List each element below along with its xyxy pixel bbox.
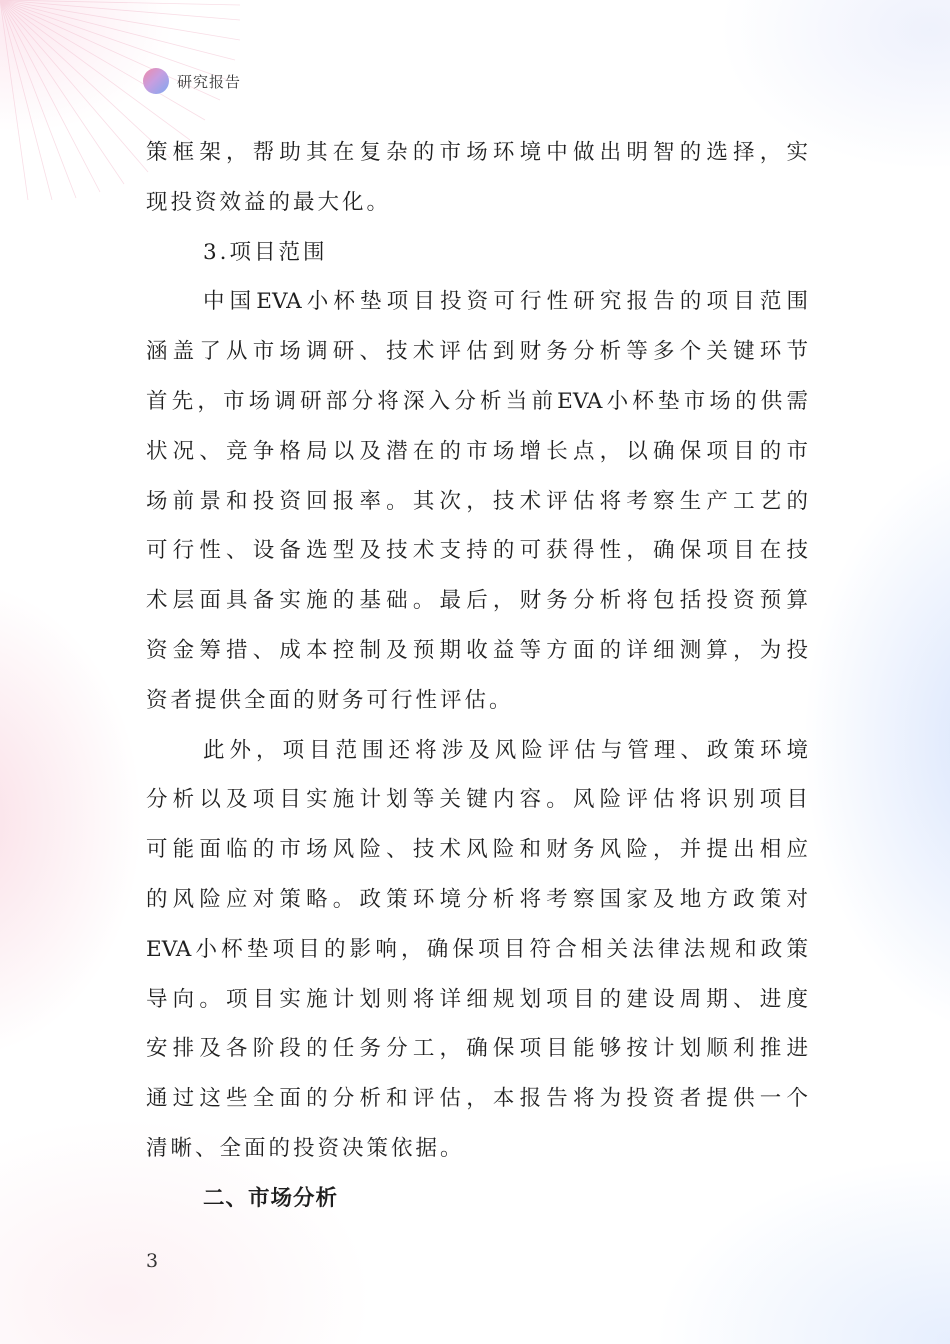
text-line: 术层面具备实施的基础。最后，财务分析将包括投资预算	[146, 588, 808, 614]
text-line: 资金筹措、成本控制及预期收益等方面的详细测算，为投	[146, 637, 808, 663]
text-line: 可行性、设备选型及技术支持的可获得性，确保项目在技	[146, 538, 808, 564]
text-line: 首先，市场调研部分将深入分析当前EVA小杯垫市场的供需	[146, 388, 808, 414]
section-heading: 二、市场分析	[203, 1185, 339, 1211]
text-line: 中国EVA小杯垫项目投资可行性研究报告的项目范围	[203, 289, 808, 315]
text-line: EVA小杯垫项目的影响，确保项目符合相关法律法规和政策	[146, 936, 808, 962]
text-line: 安排及各阶段的任务分工，确保项目能够按计划顺利推进	[146, 1036, 808, 1062]
text-line: 通过这些全面的分析和评估，本报告将为投资者提供一个	[146, 1086, 808, 1112]
text-line: 导向。项目实施计划则将详细规划项目的建设周期、进度	[146, 986, 808, 1012]
text-line: 分析以及项目实施计划等关键内容。风险评估将识别项目	[146, 787, 808, 813]
text-line: 策框架，帮助其在复杂的市场环境中做出明智的选择，实	[146, 140, 808, 165]
page-header	[143, 68, 241, 94]
text-line: 资者提供全面的财务可行性评估。	[146, 687, 514, 713]
document-body	[146, 128, 808, 1224]
text-line: 场前景和投资回报率。其次，技术评估将考察生产工艺的	[146, 488, 808, 514]
page-number: 3	[146, 1250, 159, 1272]
text-line: 状况、竞争格局以及潜在的市场增长点，以确保项目的市	[146, 438, 808, 464]
text-line: 可能面临的市场风险、技术风险和财务风险，并提出相应	[146, 837, 808, 863]
text-line: 此外，项目范围还将涉及风险评估与管理、政策环境	[203, 737, 808, 763]
text-line: 现投资效益的最大化。	[146, 189, 392, 215]
header-label: 研究报告	[177, 72, 242, 91]
text-line: 的风险应对策略。政策环境分析将考察国家及地方政策对	[146, 886, 808, 912]
text-line: 涵盖了从市场调研、技术评估到财务分析等多个关键环节	[146, 339, 808, 365]
text-line: 清晰、全面的投资决策依据。	[146, 1135, 465, 1161]
section-heading: 3.项目范围	[203, 239, 328, 265]
report-logo-icon	[143, 68, 169, 94]
